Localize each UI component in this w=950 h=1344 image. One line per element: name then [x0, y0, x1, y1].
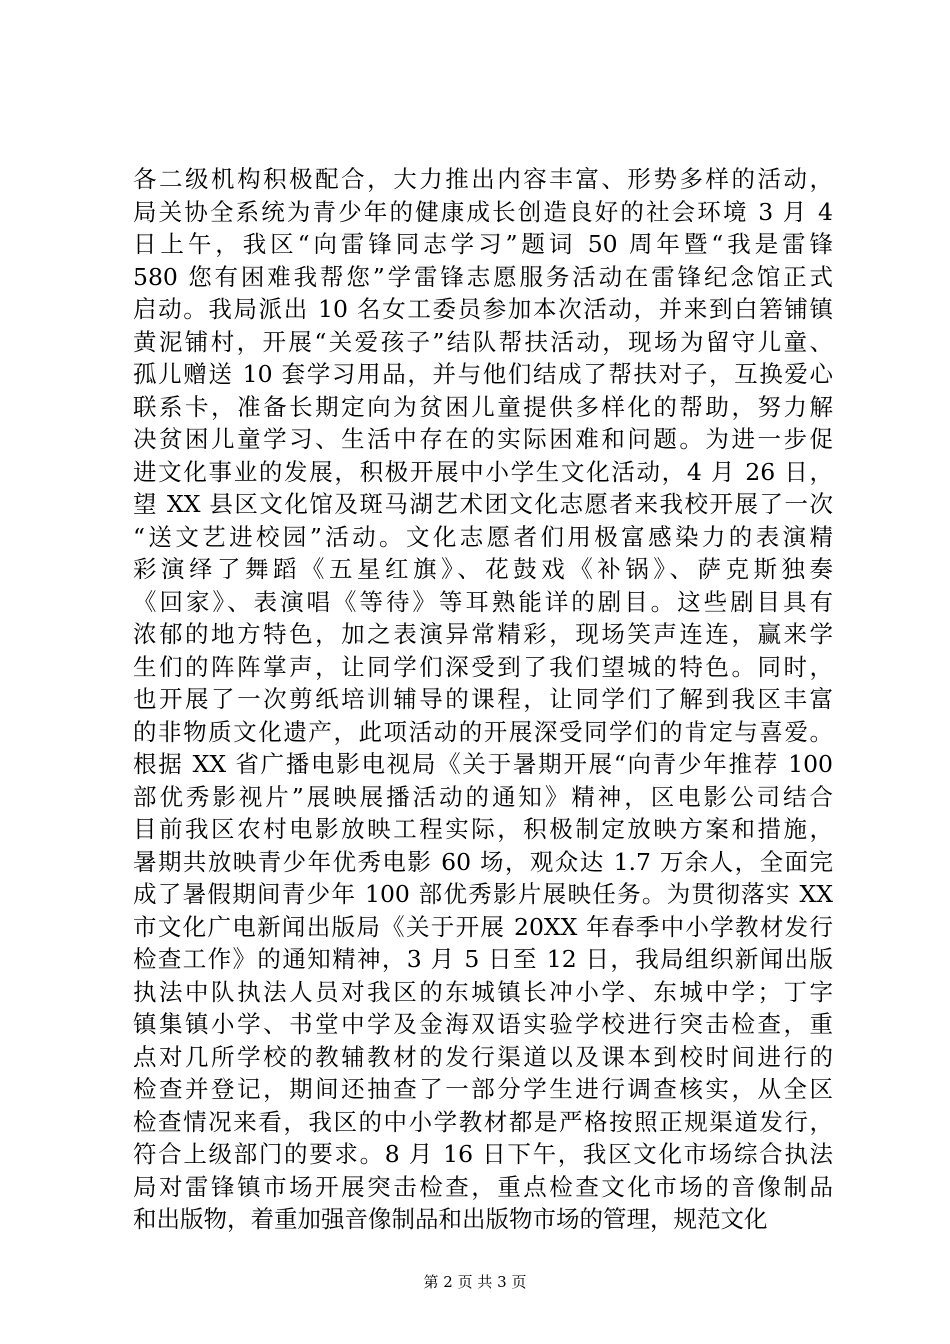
text-line: 进文化事业的发展，积极开展中小学生文化活动，4 月 26 日，	[133, 457, 833, 486]
text-line: 《回家》、表演唱《等待》等耳熟能详的剧目。这些剧目具有	[133, 587, 833, 616]
text-line: “送文艺进校园”活动。文化志愿者们用极富感染力的表演精	[133, 522, 833, 551]
text-line: 执法中队执法人员对我区的东城镇长冲小学、东城中学；丁字	[133, 977, 833, 1006]
text-line: 检查情况来看，我区的中小学教材都是严格按照正规渠道发行，	[133, 1107, 833, 1136]
text-line: 符合上级部门的要求。8 月 16 日下午，我区文化市场综合执法	[133, 1140, 833, 1168]
text-line: 局关协全系统为青少年的健康成长创造良好的社会环境 3 月 4	[133, 197, 833, 226]
text-line: 镇集镇小学、书堂中学及金海双语实验学校进行突击检查，重	[133, 1010, 833, 1038]
text-line: 点对几所学校的教辅教材的发行渠道以及课本到校时间进行的	[133, 1042, 833, 1071]
text-line: 检查并登记，期间还抽查了一部分学生进行调查核实，从全区	[133, 1075, 833, 1103]
text-line: 浓郁的地方特色，加之表演异常精彩，现场笑声连连，赢来学	[133, 620, 833, 648]
text-line: 彩演绎了舞蹈《五星红旗》、花鼓戏《补锅》、萨克斯独奏	[133, 555, 833, 583]
page-number-footer: 第 2 页 共 3 页	[423, 1273, 527, 1291]
text-line: 生们的阵阵掌声，让同学们深受到了我们望城的特色。同时，	[133, 652, 833, 681]
text-line: 联系卡，准备长期定向为贫困儿童提供多样化的帮助，努力解	[133, 392, 833, 421]
text-line: 启动。我局派出 10 名女工委员参加本次活动，并来到白箬铺镇	[133, 295, 833, 323]
text-line: 580 您有困难我帮您”学雷锋志愿服务活动在雷锋纪念馆正式	[133, 262, 833, 291]
text-line: 黄泥铺村，开展“关爱孩子”结队帮扶活动，现场为留守儿童、	[133, 327, 833, 356]
body-text	[133, 163, 833, 1236]
text-line: 市文化广电新闻出版局《关于开展 20XX 年春季中小学教材发行	[133, 912, 833, 941]
text-line: 检查工作》的通知精神，3 月 5 日至 12 日，我局组织新闻出版	[133, 945, 833, 973]
text-line: 也开展了一次剪纸培训辅导的课程，让同学们了解到我区丰富	[133, 685, 833, 713]
text-line: 日上午，我区“向雷锋同志学习”题词 50 周年暨“我是雷锋	[133, 230, 833, 258]
text-line: 各二级机构积极配合，大力推出内容丰富、形势多样的活动，	[133, 165, 833, 193]
text-line: 成了暑假期间青少年 100 部优秀影片展映任务。为贯彻落实 XX	[133, 880, 833, 908]
text-line: 暑期共放映青少年优秀电影 60 场，观众达 1.7 万余人，全面完	[133, 847, 833, 876]
text-line: 根据 XX 省广播电影电视局《关于暑期开展“向青少年推荐 100	[133, 750, 833, 778]
text-line: 的非物质文化遗产，此项活动的开展深受同学们的肯定与喜爱。	[133, 717, 833, 746]
text-line: 目前我区农村电影放映工程实际，积极制定放映方案和措施，	[133, 815, 833, 843]
text-line: 决贫困儿童学习、生活中存在的实际困难和问题。为进一步促	[133, 425, 833, 453]
text-line: 局对雷锋镇市场开展突击检查，重点检查文化市场的音像制品	[133, 1172, 833, 1201]
text-line: 望 XX 县区文化馆及斑马湖艺术团文化志愿者来我校开展了一次	[133, 490, 833, 518]
text-line: 孤儿赠送 10 套学习用品，并与他们结成了帮扶对子，互换爱心	[133, 360, 833, 388]
text-line: 和出版物，着重加强音像制品和出版物市场的管理，规范文化	[133, 1205, 768, 1233]
text-line: 部优秀影视片”展映展播活动的通知》精神，区电影公司结合	[133, 782, 833, 811]
